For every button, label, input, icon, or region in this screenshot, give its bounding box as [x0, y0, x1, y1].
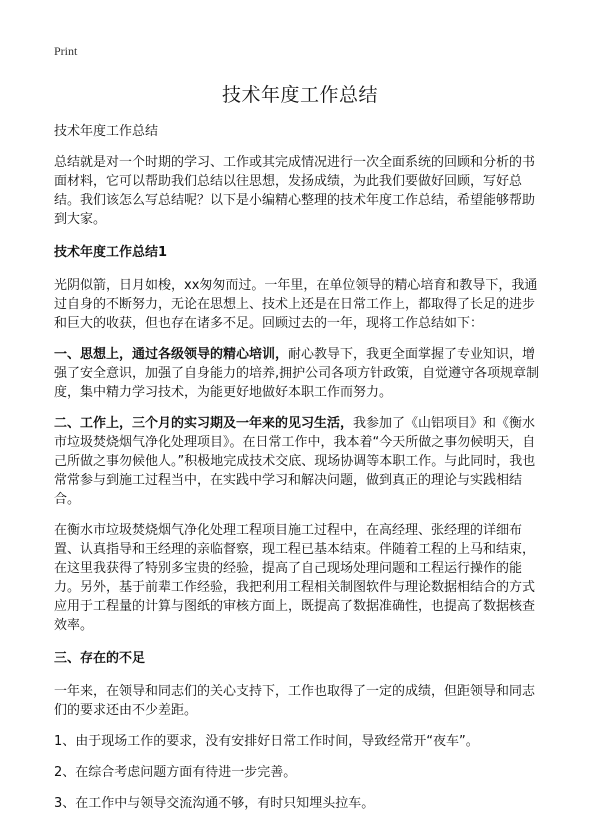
item-1-paragraph: [54, 345, 546, 402]
paragraph-2: 在衡水市垃圾焚烧烟气净化处理工程项目施工过程中，在高经理、张经理的详细布置、认真指导和王经理的亲临督察，现工程已基本结束。伴随着工程的上马和结束，在这里我获得了特别多宝贵的经验，提高了自己现场处理问题和工程运行操作的能力。另外，基于前辈工作经验，我把利用工程相关制图软件与理论数据相结合的方式应用于工程量的计算与图纸的审核方面上，既提高了数据准确性，也提高了数据核查效率。: [54, 523, 536, 633]
print-label: Print: [54, 44, 78, 58]
item-2-bold: 二、工作上，三个月的实习期及一年来的见习生活，: [54, 416, 354, 431]
section-heading-1: 技术年度工作总结1: [54, 245, 168, 260]
list-item: 1、由于现场工作的要求，没有安排好日常工作时间，导致经常开“夜车”。: [54, 734, 479, 749]
item-1-text: 耐心教导下，我更全面掌握了专业知识，增强了安全意识，加强了自身能力的培养,拥护公司各项方针政策，自觉遵守各项规章制度，集中精力学习技术，为能更好地做好本职工作而努力。: [54, 347, 540, 400]
subtitle: 技术年度工作总结: [54, 124, 159, 139]
intro-paragraph: 总结就是对一个时期的学习、工作或其完成情况进行一次全面系统的回顾和分析的书面材料，它可以帮助我们总结以往思想，发扬成绩，为此我们要做好回顾，写好总结。我们该怎么写总结呢？以下是小编精心整理的技术年度工作总结，希望能够帮助到大家。: [54, 155, 536, 227]
list-item: 2、在综合考虑问题方面有待进一步完善。: [54, 765, 297, 780]
item-1-bold: 一、思想上，通过各级领导的精心培训，: [54, 347, 289, 362]
paragraph-1: 光阴似箭，日月如梭，xx匆匆而过。一年里，在单位领导的精心培育和教导下，我通过自身的不断努力，无论在思想上、技术上还是在日常工作上，都取得了长足的进步和巨大的收获，但也存在诸多不足。回顾过去的一年，现将工作总结如下：: [54, 278, 538, 331]
item-2-text: 我参加了《山铝项目》和《衡水市垃圾焚烧烟气净化处理项目》。在日常工作中，我本着“今天所做之事勿候明天，自己所做之事勿候他人。”积极地完成技术交底、现场协调等本职工作。与此同时，我也常常参与到施工过程当中，在实践中学习和解决问题，做到真正的理论与实践相结合。: [54, 416, 536, 507]
item-2-paragraph: [54, 414, 546, 509]
page-title: 技术年度工作总结: [221, 84, 378, 106]
section-heading-3: 三、存在的不足: [54, 651, 146, 666]
list-item: 3、在工作中与领导交流沟通不够，有时只知埋头拉车。: [54, 796, 375, 811]
paragraph-3: 一年来，在领导和同志们的关心支持下，工作也取得了一定的成绩，但距领导和同志们的要求还由不少差距。: [54, 684, 536, 718]
document-body: [54, 122, 546, 813]
